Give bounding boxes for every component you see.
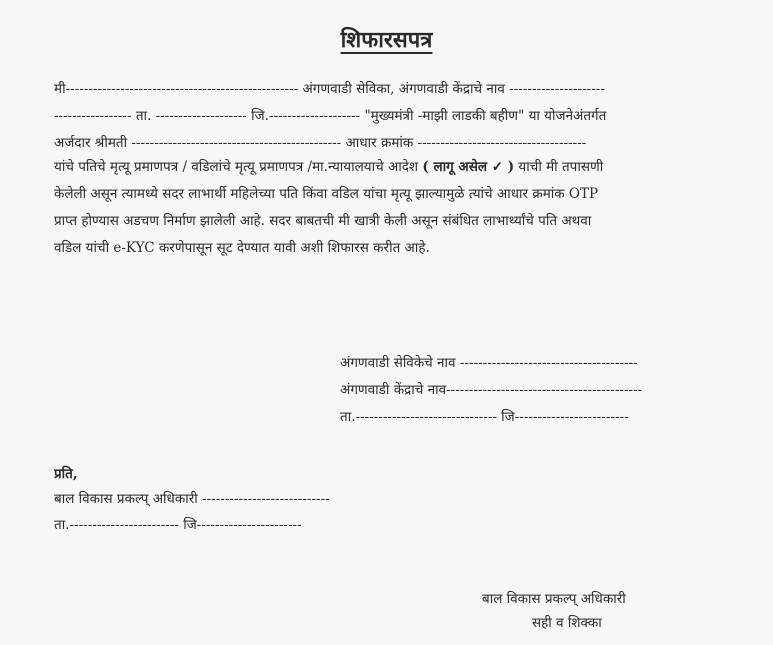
- signature-line: ता.------------------------------- जि-------------------------: [340, 409, 629, 425]
- officer-title: बाल विकास प्रकल्प् अधिकारी: [482, 591, 626, 607]
- body-line-tail: याची मी तपासणी: [518, 159, 604, 175]
- body-line: ----------------- ता. -------------------- जि.-------------------- "मुख्यमंत्री -माझी लाडकी बहीण" या योजनेअंतर्गत: [54, 108, 607, 124]
- officer-sign-stamp: सही व शिक्का: [532, 615, 602, 631]
- to-label: प्रति,: [54, 466, 78, 482]
- body-line: वडिल यांची e-KYC करणेपासून सूट देण्यात यावी अशी शिफारस करीत आहे.: [54, 240, 430, 256]
- body-line: केलेली असून त्यामध्ये सदर लाभार्थी महिलेच्या पति किंवा वडिल यांचा मृत्यू झाल्यामुळे त्यांचे आधार क्रमांक OTP: [54, 186, 599, 202]
- page-title: शिफारसपत्र: [340, 27, 433, 53]
- body-line: मी--------------------------------------------------- अंगणवाडी सेविका, अंगणवाडी केंद्राचे नाव ---------------------: [54, 81, 605, 97]
- to-line: बाल विकास प्रकल्प् अधिकारी ----------------------------: [54, 491, 330, 507]
- body-line-text: यांचे पतिचे मृत्यू प्रमाणपत्र / वडिलांचे मृत्यू प्रमाणपत्र /मा.न्यायालयाचे आदेश: [54, 159, 419, 175]
- body-line: [54, 158, 714, 176]
- signature-line: अंगणवाडी सेविकेचे नाव ---------------------------------------: [340, 355, 638, 371]
- to-line: ता.------------------------ जि-----------------------: [54, 517, 302, 533]
- body-line: अर्जदार श्रीमती ---------------------------------------------- आधार क्रमांक -------------------------------------: [54, 135, 587, 151]
- body-line: प्राप्त होण्यास अडचण निर्माण झालेली आहे. सदर बाबतची मी खात्री केली असून संबंधित लाभार्थ्यांचे पति अथवा: [54, 213, 592, 229]
- applicable-note: ( लागू असेल ✓ ): [422, 159, 515, 175]
- signature-line: अंगणवाडी केंद्राचे नाव-------------------------------------------: [340, 382, 643, 398]
